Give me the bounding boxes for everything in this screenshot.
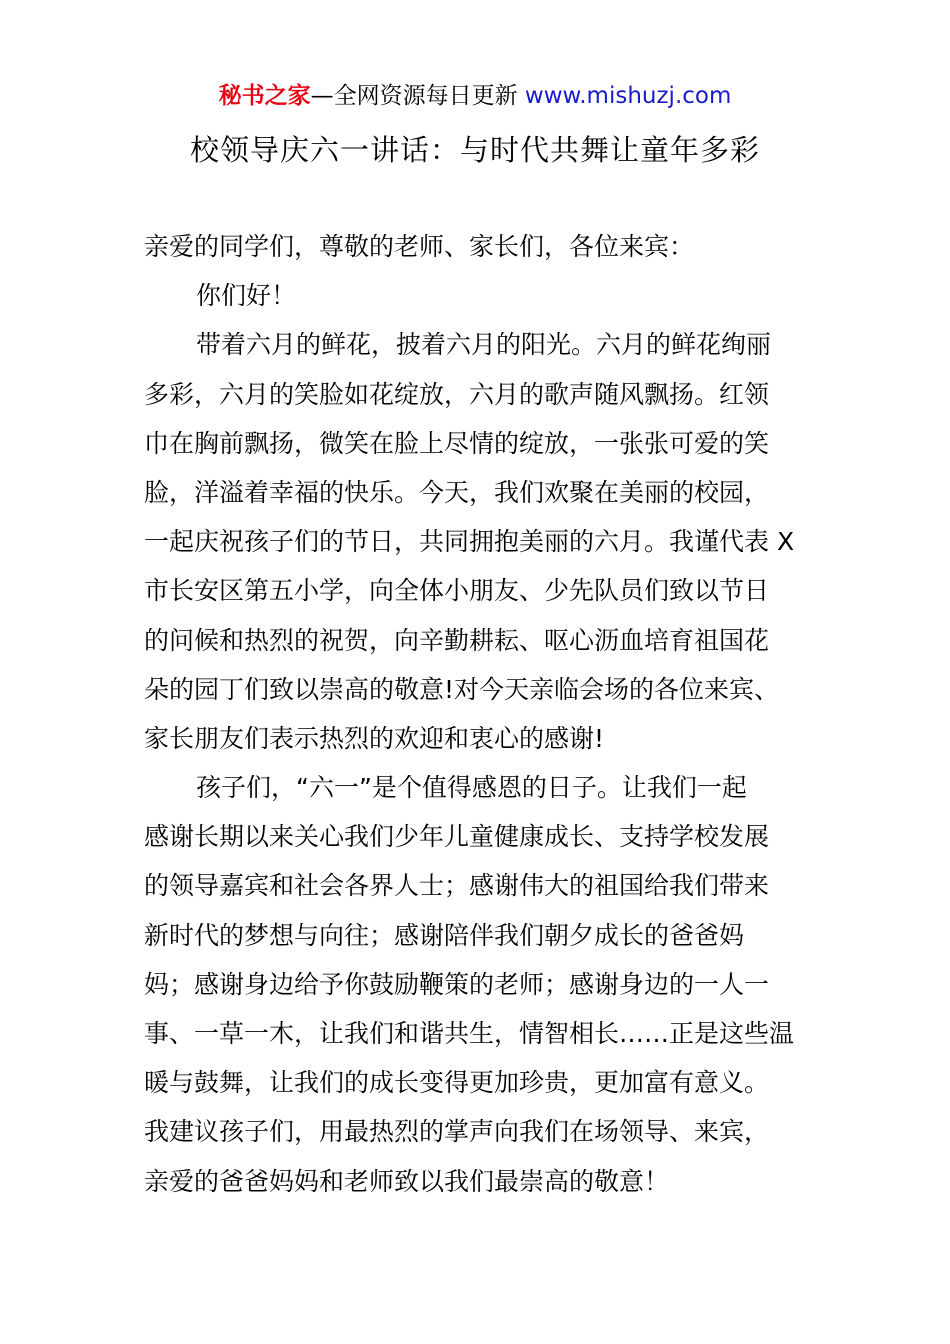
- document-body: [144, 222, 806, 1206]
- paragraph-2-line: 事、一草一木，让我们和谐共生，情智相长……正是这些温: [144, 1019, 795, 1048]
- salutation: 亲爱的同学们，尊敬的老师、家长们，各位来宾：: [144, 232, 695, 261]
- paragraph-1-line: 家长朋友们表示热烈的欢迎和衷心的感谢!: [144, 723, 605, 753]
- paragraph-2-line: 亲爱的爸爸妈妈和老师致以我们最崇高的敬意！: [144, 1166, 670, 1196]
- paragraph-1-line: 脸，洋溢着幸福的快乐。今天，我们欢聚在美丽的校园，: [144, 477, 770, 507]
- paragraph-2-line: 暖与鼓舞，让我们的成长变得更加珍贵，更加富有意义。: [144, 1068, 770, 1098]
- site-brand: 秘书之家: [218, 83, 311, 109]
- site-url-link[interactable]: www.mishuzj.com: [524, 83, 732, 109]
- paragraph-1-line: 市长安区第五小学，向全体小朋友、少先队员们致以节日: [144, 576, 770, 606]
- paragraph-2-line: 妈；感谢身边给予你鼓励鞭策的老师；感谢身边的一人一: [144, 969, 770, 999]
- paragraph-2-line: 感谢长期以来关心我们少年儿童健康成长、支持学校发展: [144, 822, 770, 852]
- site-tagline: —全网资源每日更新: [310, 83, 525, 109]
- paragraph-1-line: 朵的园丁们致以崇高的敬意!对今天亲临会场的各位来宾、: [144, 674, 780, 704]
- paragraph-2-line: 我建议孩子们，用最热烈的掌声向我们在场领导、来宾，: [144, 1117, 770, 1147]
- paragraph-1-line: 带着六月的鲜花，披着六月的阳光。六月的鲜花绚丽: [196, 330, 772, 360]
- paragraph-1-line: 的问候和热烈的祝贺，向辛勤耕耘、呕心沥血培育祖国花: [144, 625, 770, 655]
- paragraph-1-line: 一起庆祝孩子们的节日，共同拥抱美丽的六月。我谨代表 X: [144, 527, 795, 557]
- site-header: [0, 80, 950, 112]
- paragraph-2-line: 新时代的梦想与向往；感谢陪伴我们朝夕成长的爸爸妈: [144, 920, 745, 950]
- paragraph-2-line: 孩子们，“六一”是个值得感恩的日子。让我们一起: [196, 773, 747, 803]
- paragraph-1-line: 多彩，六月的笑脸如花绽放，六月的歌声随风飘扬。红领: [144, 379, 770, 409]
- greeting: 你们好！: [196, 281, 297, 311]
- paragraph-2-line: 的领导嘉宾和社会各界人士；感谢伟大的祖国给我们带来: [144, 871, 770, 901]
- document-title: 校领导庆六一讲话：与时代共舞让童年多彩: [189, 133, 760, 167]
- paragraph-1-line: 巾在胸前飘扬，微笑在脸上尽情的绽放，一张张可爱的笑: [144, 428, 770, 458]
